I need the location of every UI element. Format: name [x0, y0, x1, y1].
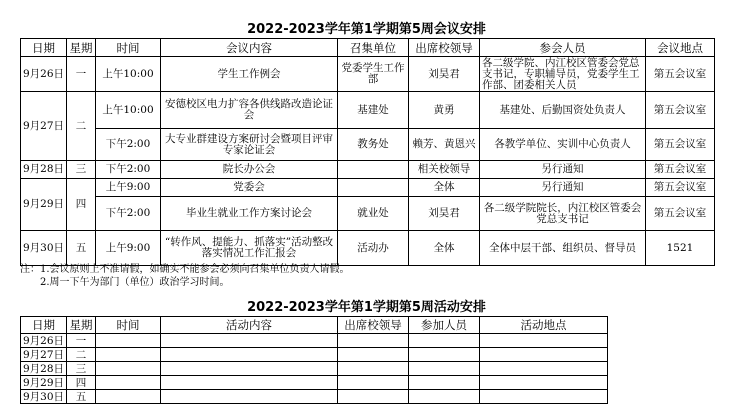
attendees-cell: 各二级学院院长，内江校区管委会党总支书记 — [480, 197, 646, 231]
header-activity-content: 活动内容 — [161, 317, 338, 334]
weekday-cell: 四 — [67, 179, 96, 231]
activity-schedule-title: 2022-2023学年第1学期第5周活动安排 — [247, 300, 486, 315]
time-cell: 上午9:00 — [96, 179, 161, 197]
time-cell: 上午10:00 — [96, 57, 161, 92]
content-cell: 学生工作例会 — [161, 57, 338, 92]
location-cell: 第五会议室 — [646, 197, 715, 231]
location-cell: 第五会议室 — [646, 129, 715, 161]
table-row — [21, 390, 608, 404]
convener-cell: 活动办 — [338, 231, 409, 266]
weekday-cell: 五 — [67, 390, 96, 404]
leader-cell — [338, 390, 409, 404]
table-row — [21, 161, 715, 179]
date-cell: 9月29日 — [21, 376, 67, 390]
leader-cell: 黄勇 — [409, 92, 480, 129]
content-cell — [161, 334, 338, 348]
time-cell: 上午10:00 — [96, 92, 161, 129]
location-cell — [480, 348, 608, 362]
header-leader: 出席校领导 — [409, 39, 480, 57]
date-cell: 9月26日 — [21, 57, 67, 92]
weekday-cell: 一 — [67, 57, 96, 92]
location-cell — [480, 362, 608, 376]
leader-cell — [338, 362, 409, 376]
table-row — [21, 348, 608, 362]
table-row — [21, 197, 715, 231]
location-cell — [480, 334, 608, 348]
weekday-cell: 四 — [67, 376, 96, 390]
content-cell: 大专业群建设方案研讨会暨项目评审专家论证会 — [161, 129, 338, 161]
time-cell — [96, 348, 161, 362]
location-cell: 第五会议室 — [646, 161, 715, 179]
header-convener: 召集单位 — [338, 39, 409, 57]
header-weekday: 星期 — [67, 39, 96, 57]
leader-cell — [338, 334, 409, 348]
table-row — [21, 179, 715, 197]
header-time: 时间 — [96, 39, 161, 57]
table-row — [21, 57, 715, 92]
attendees-cell: 各二级学院、内江校区管委会党总支书记，专职辅导员，党委学生工作部、团委相关人员 — [480, 57, 646, 92]
leader-cell: 刘昊君 — [409, 197, 480, 231]
content-cell: “转作风、提能力、抓落实”活动整改落实情况工作汇报会 — [161, 231, 338, 266]
time-cell: 下午2:00 — [96, 161, 161, 179]
header-location: 会议地点 — [646, 39, 715, 57]
note-line: 2.周一下午为部门（单位）政治学习时间。 — [40, 277, 230, 288]
attendees-cell: 基建处、后勤国资处负责人 — [480, 92, 646, 129]
content-cell — [161, 362, 338, 376]
time-cell — [96, 376, 161, 390]
table-row — [21, 362, 608, 376]
leader-cell: 全体 — [409, 179, 480, 197]
convener-cell: 就业处 — [338, 197, 409, 231]
attendees-cell: 另行通知 — [480, 161, 646, 179]
table-row — [21, 376, 608, 390]
location-cell: 1521 — [646, 231, 715, 266]
header-activity-location: 活动地点 — [480, 317, 608, 334]
date-cell: 9月26日 — [21, 334, 67, 348]
content-cell: 院长办公会 — [161, 161, 338, 179]
convener-cell — [338, 161, 409, 179]
leader-cell — [338, 376, 409, 390]
content-cell — [161, 390, 338, 404]
meeting-schedule-title: 2022-2023学年第1学期第5周会议安排 — [247, 22, 486, 37]
weekday-cell: 三 — [67, 161, 96, 179]
content-cell: 安德校区电力扩容各供线路改造论证会 — [161, 92, 338, 129]
date-cell: 9月29日 — [21, 179, 67, 231]
weekday-cell: 二 — [67, 348, 96, 362]
leader-cell: 相关校领导 — [409, 161, 480, 179]
convener-cell: 教务处 — [338, 129, 409, 161]
time-cell: 下午2:00 — [96, 129, 161, 161]
header-weekday: 星期 — [67, 317, 96, 334]
convener-cell: 基建处 — [338, 92, 409, 129]
header-date: 日期 — [21, 317, 67, 334]
time-cell — [96, 362, 161, 376]
date-cell: 9月30日 — [21, 231, 67, 266]
notes — [20, 263, 350, 289]
table-row — [21, 129, 715, 161]
header-leader: 出席校领导 — [338, 317, 409, 334]
note-line: 注：1.会议原则上不准请假，如确实不能参会必须向召集单位负责人请假。 — [20, 264, 350, 275]
meeting-header-row — [21, 39, 715, 57]
table-row — [21, 231, 715, 266]
date-cell: 9月28日 — [21, 362, 67, 376]
weekday-cell: 二 — [67, 92, 96, 161]
weekday-cell: 一 — [67, 334, 96, 348]
location-cell: 第五会议室 — [646, 57, 715, 92]
location-cell: 第五会议室 — [646, 179, 715, 197]
table-row — [21, 334, 608, 348]
time-cell — [96, 390, 161, 404]
leader-cell: 全体 — [409, 231, 480, 266]
date-cell: 9月27日 — [21, 348, 67, 362]
time-cell: 上午9:00 — [96, 231, 161, 266]
time-cell — [96, 334, 161, 348]
date-cell: 9月28日 — [21, 161, 67, 179]
convener-cell — [338, 179, 409, 197]
attendees-cell: 另行通知 — [480, 179, 646, 197]
location-cell — [480, 376, 608, 390]
participants-cell — [409, 334, 480, 348]
content-cell: 党委会 — [161, 179, 338, 197]
meeting-schedule-table — [20, 38, 715, 266]
participants-cell — [409, 376, 480, 390]
participants-cell — [409, 362, 480, 376]
leader-cell — [338, 348, 409, 362]
convener-cell: 党委学生工作部 — [338, 57, 409, 92]
header-participants: 参加人员 — [409, 317, 480, 334]
date-cell: 9月27日 — [21, 92, 67, 161]
weekday-cell: 五 — [67, 231, 96, 266]
header-date: 日期 — [21, 39, 67, 57]
activity-schedule-table — [20, 316, 608, 404]
weekday-cell: 三 — [67, 362, 96, 376]
time-cell: 下午2:00 — [96, 197, 161, 231]
header-attendees: 参会人员 — [480, 39, 646, 57]
content-cell: 毕业生就业工作方案讨论会 — [161, 197, 338, 231]
date-cell: 9月30日 — [21, 390, 67, 404]
activity-header-row — [21, 317, 608, 334]
leader-cell: 赖芳、黄恩兴 — [409, 129, 480, 161]
attendees-cell: 各教学单位、实训中心负责人 — [480, 129, 646, 161]
header-time: 时间 — [96, 317, 161, 334]
location-cell: 第五会议室 — [646, 92, 715, 129]
participants-cell — [409, 390, 480, 404]
participants-cell — [409, 348, 480, 362]
content-cell — [161, 376, 338, 390]
attendees-cell: 全体中层干部、组织员、督导员 — [480, 231, 646, 266]
location-cell — [480, 390, 608, 404]
leader-cell: 刘昊君 — [409, 57, 480, 92]
table-row — [21, 92, 715, 129]
header-content: 会议内容 — [161, 39, 338, 57]
content-cell — [161, 348, 338, 362]
